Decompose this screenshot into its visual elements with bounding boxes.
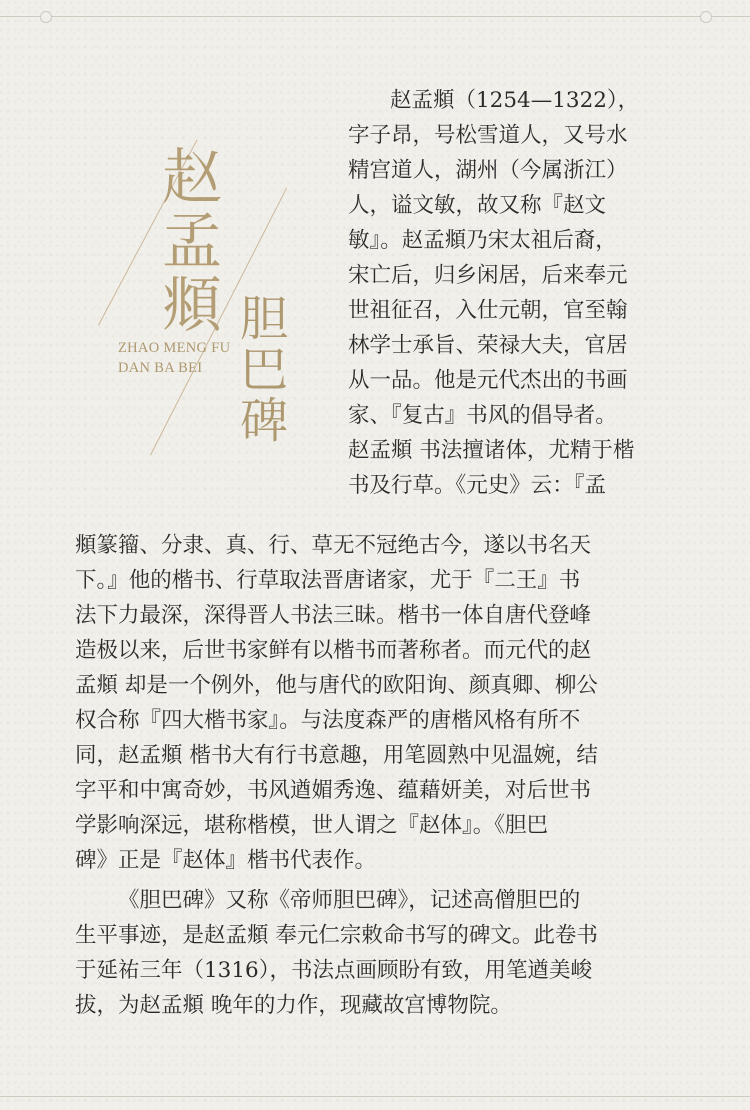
text-line: 字平和中寓奇妙，书风遒媚秀逸、蕴藉妍美，对后世书 (75, 778, 592, 803)
top-right-ornament (700, 11, 712, 23)
title-char-3: 頫 (162, 271, 222, 341)
text-line: 同，赵孟頫 楷书大有行书意趣，用笔圆熟中见温婉，结 (75, 743, 598, 768)
text-line: 赵孟頫 书法擅诸体，尤精于楷 (348, 438, 635, 463)
text-line: 下。』他的楷书、行草取法晋唐诸家，尤于『二王』书 (75, 568, 581, 593)
text-line: 赵孟頫（1254—1322）， (390, 88, 640, 113)
title-char-1: 赵 (162, 143, 222, 213)
text-line: 碑》正是『赵体』楷书代表作。 (75, 848, 377, 873)
text-line: 拔，为赵孟頫 晚年的力作，现藏故宫博物院。 (75, 993, 512, 1018)
pinyin-line-2: DAN BA BEI (118, 360, 203, 376)
text-line: 頫篆籀、分隶、真、行、草无不冠绝古今，遂以书名天 (75, 533, 592, 558)
subtitle-char-3: 碑 (240, 393, 289, 449)
pinyin-line-1: ZHAO MENG FU (118, 340, 231, 356)
text-line: 学影响深远，堪称楷模，世人谓之『赵体』。《胆巴 (75, 813, 549, 838)
text-line: 从一品。他是元代杰出的书画 (348, 368, 628, 393)
text-line: 林学士承旨、荣禄大夫，官居 (348, 333, 628, 358)
text-line: 造极以来，后世书家鲜有以楷书而著称者。而元代的赵 (75, 638, 592, 663)
text-line: 孟頫 却是一个例外，他与唐代的欧阳询、颜真卿、柳公 (75, 673, 598, 698)
subtitle-char-1: 胆 (240, 291, 289, 347)
text-line: 权合称『四大楷书家』。与法度森严的唐楷风格有所不 (75, 708, 581, 733)
text-line: 于延祐三年（1316），书法点画顾盼有致，用笔遒美峻 (75, 958, 592, 983)
text-line: 生平事迹，是赵孟頫 奉元仁宗敕命书写的碑文。此卷书 (75, 923, 598, 948)
subtitle-char-2: 巴 (240, 342, 289, 398)
text-line: 世祖征召，入仕元朝，官至翰 (348, 298, 628, 323)
top-left-ornament (40, 11, 52, 23)
text-line: 法下力最深，深得晋人书法三昧。楷书一体自唐代登峰 (75, 603, 592, 628)
top-border-line (0, 16, 750, 17)
bottom-border-line (0, 1096, 750, 1097)
text-line: 家、『复古』书风的倡导者。 (348, 403, 617, 428)
text-line: 精宫道人，湖州（今属浙江） (348, 158, 628, 183)
text-line: 宋亡后，归乡闲居，后来奉元 (348, 263, 628, 288)
text-line: 《胆巴碑》又称《帝师胆巴碑》，记述高僧胆巴的 (118, 888, 581, 913)
title-char-2: 孟 (162, 207, 222, 277)
text-line: 敏』。赵孟頫乃宋太祖后裔， (348, 228, 617, 253)
text-line: 字子昂，号松雪道人，又号水 (348, 123, 628, 148)
text-line: 书及行草。《元史》云：『孟 (348, 473, 607, 498)
text-line: 人，谥文敏，故又称『赵文 (348, 193, 607, 218)
